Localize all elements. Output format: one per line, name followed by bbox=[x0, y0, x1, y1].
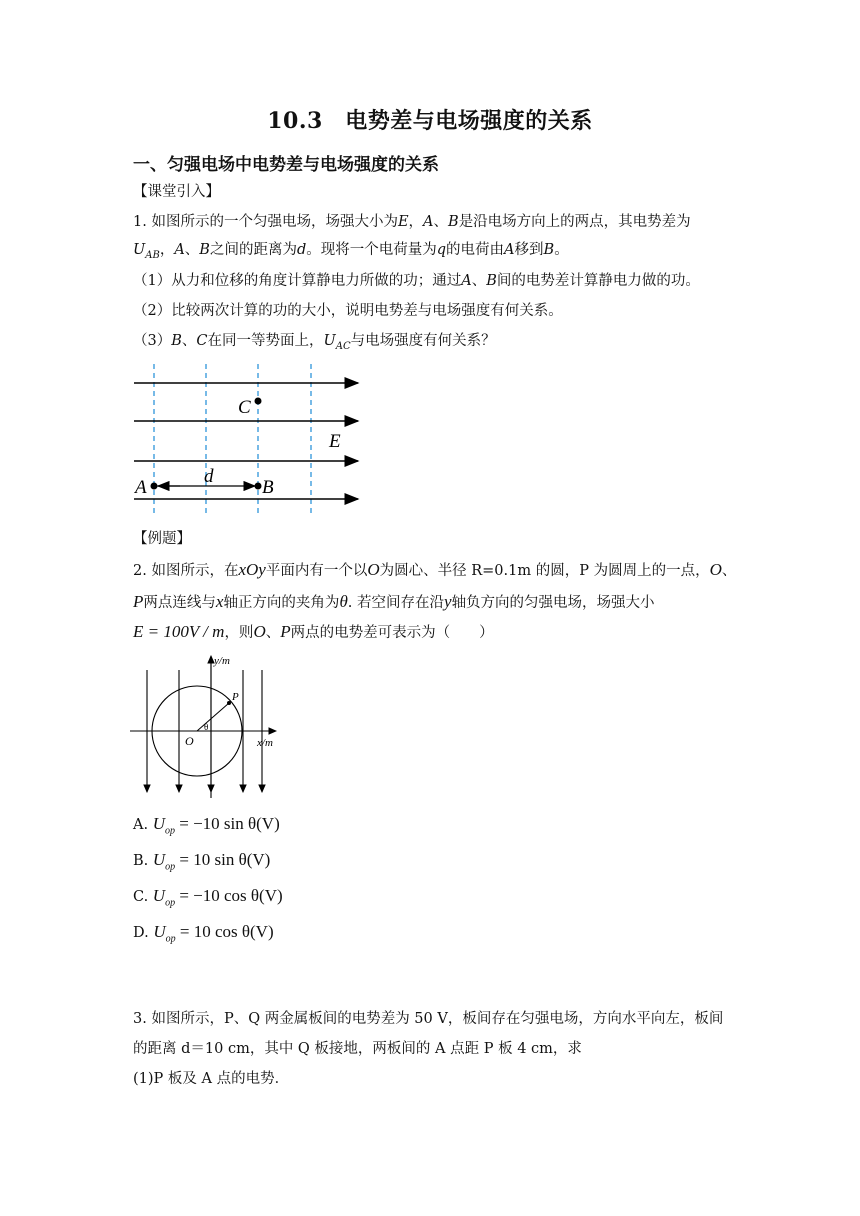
theta-label: θ bbox=[204, 722, 209, 732]
y-axis-label: y/m bbox=[214, 655, 230, 667]
point-a-dot bbox=[151, 483, 158, 490]
label-a: A bbox=[135, 477, 147, 498]
q3-line1: 3. 如图所示，P、Q 两金属板间的电势差为 50 V，板间存在匀强电场，方向水平向左，板间 bbox=[133, 1011, 724, 1027]
option-b[interactable]: B. $U_{op} = 10$ sin θ(V) bbox=[133, 850, 271, 873]
q1-line1: 1. 如图所示的一个匀强电场，场强大小为E，A、B是沿电场方向上的两点，其电势差为 bbox=[133, 214, 691, 230]
page-title: 10.3 电势差与电场强度的关系 bbox=[267, 108, 593, 134]
field-diagram-1 bbox=[130, 362, 370, 518]
label-e: E bbox=[329, 431, 341, 452]
point-p-dot bbox=[227, 701, 231, 705]
label-c: C bbox=[238, 397, 251, 418]
label-d: d bbox=[204, 466, 214, 487]
q1-sub1: （1）从力和位移的角度计算静电力所做的功；通过A、B间的电势差计算静电力做的功。 bbox=[133, 273, 700, 289]
circle-field-diagram bbox=[128, 650, 288, 800]
p-label: P bbox=[232, 691, 239, 703]
q3-line3: (1)P 板及 A 点的电势． bbox=[133, 1071, 290, 1087]
option-a[interactable]: A. $U_{op} = -10$ sin θ(V) bbox=[133, 814, 280, 837]
option-c[interactable]: C. $U_{op} = -10$ cos θ(V) bbox=[133, 886, 283, 909]
option-d[interactable]: D. $U_{op} = 10$ cos θ(V) bbox=[133, 922, 274, 945]
q2-line2: P两点连线与x轴正方向的夹角为θ. 若空间存在沿y轴负方向的匀强电场，场强大小 bbox=[133, 592, 655, 611]
origin-label: O bbox=[185, 734, 194, 748]
x-axis-label: x/m bbox=[257, 737, 273, 749]
intro-tag: 【课堂引入】 bbox=[133, 184, 220, 200]
section-heading: 一、匀强电场中电势差与电场强度的关系 bbox=[133, 155, 439, 175]
label-b: B bbox=[262, 477, 274, 498]
q2-line3: E = 100V / m，则O、P两点的电势差可表示为（ ） bbox=[133, 622, 494, 641]
point-b-dot bbox=[255, 483, 262, 490]
q1-sub2: （2）比较两次计算的功的大小，说明电势差与电场强度有何关系。 bbox=[133, 303, 563, 319]
q1-sub3: （3）B、C在同一等势面上，$U_{AC}$与电场强度有何关系？ bbox=[133, 333, 496, 352]
example-tag: 【例题】 bbox=[133, 531, 191, 547]
q2-line1: 2. 如图所示，在xOy平面内有一个以O为圆心、半径 R=0.1m 的圆，P 为圆周上的一点，O、 bbox=[133, 560, 737, 579]
q1-line2: $U_{AB}$，A、B之间的距离为d。现将一个电荷量为q的电荷由A移到B。 bbox=[133, 242, 569, 261]
radius-op bbox=[197, 703, 229, 731]
point-c-dot bbox=[255, 398, 262, 405]
q3-line2: 的距离 d＝10 cm，其中 Q 板接地，两板间的 A 点距 P 板 4 cm，求 bbox=[133, 1041, 582, 1057]
